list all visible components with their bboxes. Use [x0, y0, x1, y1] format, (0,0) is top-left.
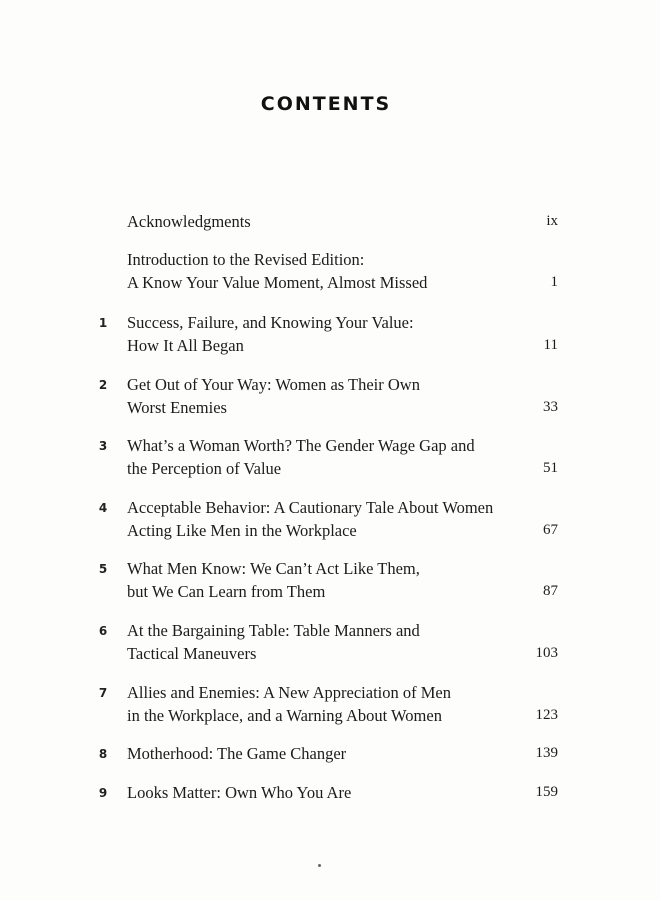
chapter-number: 2	[98, 378, 108, 392]
page-speck	[318, 864, 321, 867]
toc-entry-title-line-1: What’s a Woman Worth? The Gender Wage Gap and	[127, 436, 475, 455]
toc-page-number: 33	[543, 399, 558, 415]
toc-page-number: 1	[550, 274, 558, 290]
toc-entry-title-line-1: Get Out of Your Way: Women as Their Own	[127, 375, 420, 394]
chapter-number: 8	[98, 747, 108, 761]
toc-entry-title-line-2: Acting Like Men in the Workplace	[127, 521, 357, 540]
toc-entry-title-line-1: Success, Failure, and Knowing Your Value:	[127, 313, 414, 332]
page-title: CONTENTS	[260, 93, 392, 115]
chapter-number: 9	[98, 786, 108, 800]
toc-entry-title-line-2: How It All Began	[127, 336, 244, 355]
toc-entry-title-line-1: Acceptable Behavior: A Cautionary Tale About Women	[127, 498, 494, 517]
chapter-number: 1	[98, 316, 108, 330]
toc-entry-title-line-1: Introduction to the Revised Edition:	[127, 250, 365, 269]
toc-entry-title-line-2: Worst Enemies	[127, 398, 227, 417]
toc-entry-title: Acknowledgments	[127, 212, 251, 231]
chapter-number: 6	[98, 624, 108, 638]
toc-entry-title-line-1: At the Bargaining Table: Table Manners and	[127, 621, 420, 640]
toc-entry-title: Looks Matter: Own Who You Are	[127, 783, 352, 802]
chapter-number: 7	[98, 686, 108, 700]
toc-page-number: 123	[535, 707, 558, 723]
toc-page-number: 159	[535, 784, 558, 800]
toc-entry-title-line-2: the Perception of Value	[127, 459, 282, 478]
toc-page-number: 103	[535, 645, 558, 661]
toc-page-number: 87	[543, 583, 558, 599]
chapter-number: 5	[98, 562, 108, 576]
toc-entry-title-line-1: Allies and Enemies: A New Appreciation of Men	[127, 683, 451, 702]
toc-entry-title-line-2: but We Can Learn from Them	[127, 582, 326, 601]
toc-page-number: ix	[546, 213, 558, 229]
toc-entry-title-line-2: A Know Your Value Moment, Almost Missed	[127, 273, 428, 292]
chapter-number: 4	[98, 501, 108, 515]
toc-entry-title-line-2: in the Workplace, and a Warning About Women	[127, 706, 442, 725]
toc-entry-title: Motherhood: The Game Changer	[127, 744, 347, 763]
toc-page-number: 51	[543, 460, 558, 476]
toc-entry-title-line-2: Tactical Maneuvers	[127, 644, 257, 663]
toc-page-number: 11	[543, 337, 558, 353]
toc-entry-title-line-1: What Men Know: We Can’t Act Like Them,	[127, 559, 420, 578]
chapter-number: 3	[98, 439, 108, 453]
toc-page-number: 67	[543, 522, 558, 538]
toc-page-number: 139	[535, 745, 558, 761]
